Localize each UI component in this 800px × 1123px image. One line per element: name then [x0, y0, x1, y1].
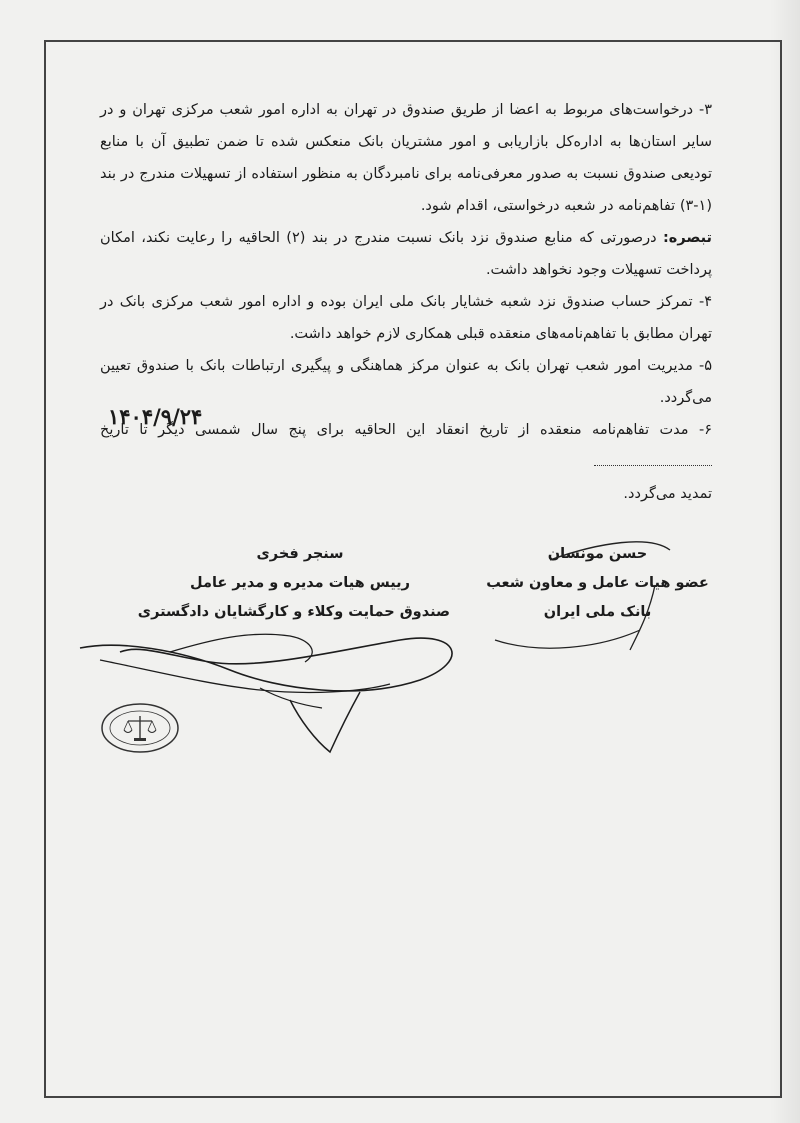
signatory-right-title: عضو هیات عامل و معاون شعب — [486, 575, 709, 591]
page-shadow — [770, 0, 800, 1123]
paragraph-3: ۳- درخواست‌های مربوط به اعضا از طریق صندوق در تهران به اداره امور شعب مرکزی تهران و در سایر استان‌ها به اداره‌کل بازاریابی و امور مشتریان بانک منعکس شده تا ضمن تطبیق آن با منابع تودیعی صندوق نسبت به صدور معرفی‌نامه برای نامبردگان به منظور استفاده از تسهیلات مندرج در بند (۱-۳) تفاهم‌نامه در شعبه درخواستی، اقدام شود. — [100, 102, 712, 214]
scales-of-justice-icon — [124, 716, 156, 741]
right-signature-strokes — [480, 530, 720, 660]
signatory-left-name: سنجر فخری — [256, 546, 344, 562]
note-label: تبصره: — [662, 230, 712, 246]
signatory-right-name: حسن مونسان — [547, 546, 648, 562]
date-blank-line — [594, 451, 712, 466]
document-body — [100, 94, 712, 510]
signatory-left-title: رییس هیات مدیره و مدیر عامل — [190, 575, 410, 591]
paragraph-5: ۵- مدیریت امور شعب تهران بانک به عنوان مرکز هماهنگی و پیگیری ارتباطات بانک با صندوق تعیین می‌گردد. — [100, 358, 712, 406]
signatory-left-organization: صندوق حمایت وکلاء و کارگشایان دادگستری — [137, 604, 450, 620]
organization-seal — [100, 702, 180, 754]
signatory-right-organization: بانک ملی ایران — [543, 604, 652, 620]
paragraph-6-end: تمدید می‌گردد. — [623, 486, 712, 502]
note-text: درصورتی که منابع صندوق نزد بانک نسبت مندرج در بند (۲) الحاقیه را رعایت نکند، امکان پرداخت تسهیلات وجود نخواهد داشت. — [100, 230, 712, 278]
paragraph-4: ۴- تمرکز حساب صندوق نزد شعبه خشایار بانک ملی ایران بوده و اداره امور شعب مرکزی بانک در تهران مطابق با تفاهم‌نامه‌های منعقده قبلی همکاری لازم خواهد داشت. — [100, 294, 712, 342]
paragraph-6-start: ۶- مدت تفاهم‌نامه منعقده از تاریخ انعقاد این الحاقیه برای پنج سال شمسی دیگر تا تاریخ — [100, 422, 712, 438]
note-paragraph — [100, 222, 712, 286]
handwritten-date: ۱۴۰۴/۹/۲۴ — [108, 404, 203, 429]
